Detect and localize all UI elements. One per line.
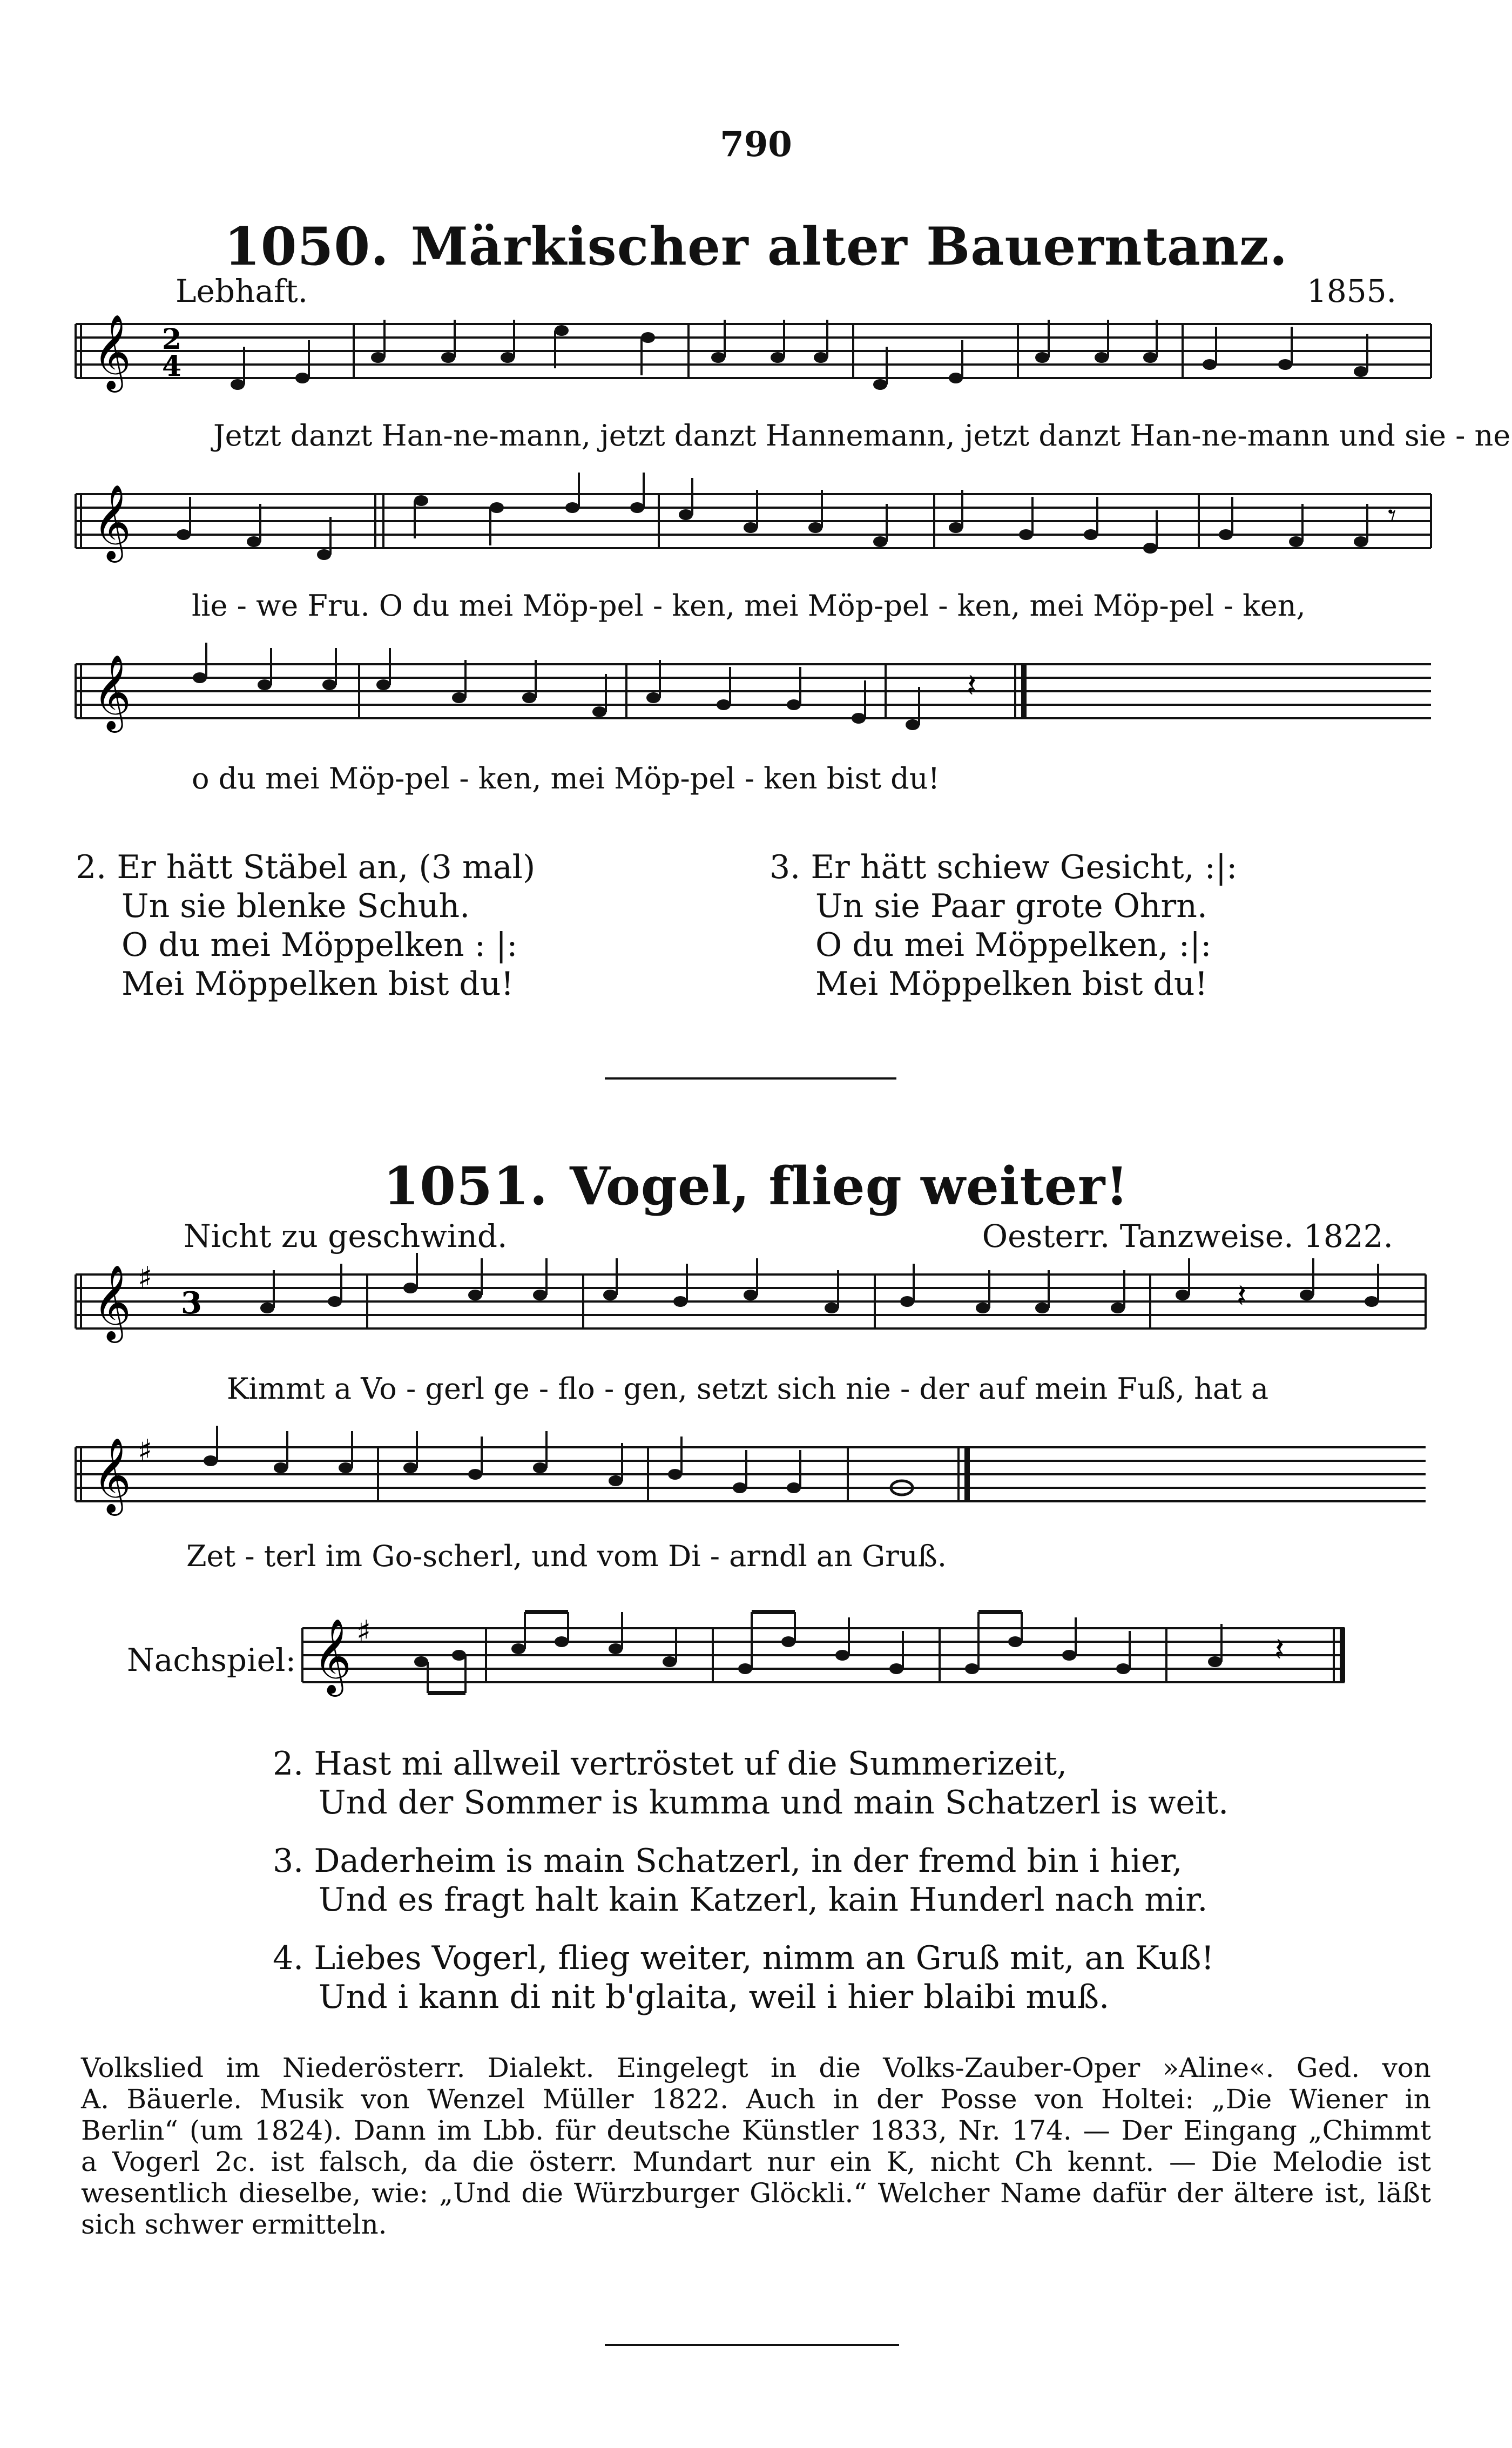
song-1050-staff-2 — [76, 483, 1431, 559]
song-1050-year: 1855. — [1307, 273, 1397, 309]
bottom-divider — [605, 2344, 899, 2346]
verse-number: 2. — [76, 848, 107, 886]
song-1051-verse-2 — [273, 1744, 1228, 1822]
footnote-line: Volkslied im Niederösterr. Dialekt. Eingelegt in die Volks-Zauber-Oper »Aline«. Ged. von — [81, 2052, 1431, 2083]
footnote-line: A. Bäuerle. Musik von Wenzel Müller 1822. Auch in der Posse von Holtei: „Die Wiener in — [81, 2083, 1431, 2115]
footnote-line: sich schwer ermitteln. — [81, 2209, 387, 2240]
song-1050-lyric-line-1: Jetzt danzt Han-ne-mann, jetzt danzt Hannemann, jetzt danzt Han-ne-mann und sie - ne — [213, 419, 1511, 453]
verse-line: Mei Möppelken bist du! — [122, 965, 514, 1003]
song-1050-verse-2 — [76, 848, 535, 1003]
svg-text:4: 4 — [162, 350, 182, 383]
song-1051-verse-4 — [273, 1939, 1214, 2017]
verse-line — [76, 848, 535, 887]
song-1050-verse-3 — [770, 848, 1237, 1003]
svg-text:𝄞: 𝄞 — [313, 1618, 352, 1694]
footnote-line: a Vogerl 2c. ist falsch, da die österr. Mundart nur ein K, nicht Ch kennt. — Die Melodie ist — [81, 2146, 1431, 2177]
svg-text:𝄞: 𝄞 — [93, 1265, 131, 1340]
verse-line-text: Er hätt schiew Gesicht, :|: — [811, 848, 1238, 886]
song-1051-staff-1 — [76, 1260, 1426, 1340]
verse-number: 3. — [273, 1842, 304, 1880]
verse-line — [273, 1842, 1207, 1880]
song-1050-lyric-line-3: o du mei Möp-pel - ken, mei Möp-pel - ken bist du! — [192, 761, 940, 795]
song-1050-number: 1050. — [224, 216, 389, 277]
verse-number: 4. — [273, 1939, 304, 1977]
svg-text:♯: ♯ — [138, 1433, 153, 1468]
verse-line: O du mei Möppelken : |: — [122, 926, 518, 964]
svg-text:♯: ♯ — [138, 1260, 153, 1296]
song-1051-verse-3 — [273, 1842, 1207, 1919]
verse-line-text: Hast mi allweil vertröstet uf die Summerizeit, — [314, 1745, 1068, 1783]
svg-text:2: 2 — [162, 323, 182, 356]
svg-text:𝄽: 𝄽 — [967, 667, 977, 705]
svg-text:3: 3 — [181, 1285, 202, 1321]
svg-text:𝄞: 𝄞 — [93, 655, 131, 730]
verse-line: Un sie blenke Schuh. — [122, 887, 470, 925]
verse-line-text: Liebes Vogerl, flieg weiter, nimm an Gruß mit, an Kuß! — [314, 1939, 1214, 1977]
verse-line: Und der Sommer is kumma und main Schatzerl is weit. — [319, 1784, 1229, 1822]
page-number: 790 — [720, 124, 792, 165]
svg-text:𝄽: 𝄽 — [1237, 1277, 1247, 1315]
song-1051-source: Oesterr. Tanzweise. 1822. — [982, 1218, 1393, 1255]
svg-text:𝄾: 𝄾 — [1388, 497, 1396, 535]
svg-text:♯: ♯ — [356, 1614, 372, 1649]
song-1051-title: Vogel, flieg weiter! — [570, 1156, 1129, 1217]
svg-text:𝄞: 𝄞 — [93, 484, 131, 559]
song-1051-staff-2 — [76, 1433, 1426, 1513]
verse-line: Un sie Paar grote Ohrn. — [815, 887, 1207, 925]
song-1050-staff-3 — [76, 653, 1431, 729]
section-divider — [605, 1077, 896, 1080]
verse-line: Und i kann di nit b'glaita, weil i hier blaibi muß. — [319, 1978, 1110, 2016]
verse-number: 3. — [770, 848, 801, 886]
song-1050-title: Märkischer alter Bauerntanz. — [410, 216, 1288, 277]
song-1051-tempo: Nicht zu geschwind. — [184, 1218, 508, 1255]
verse-number: 2. — [273, 1745, 304, 1783]
nachspiel-staff — [302, 1614, 1345, 1694]
svg-text:𝄞: 𝄞 — [93, 1438, 131, 1513]
verse-line: Mei Möppelken bist du! — [815, 965, 1208, 1003]
song-1051-lyric-line-2: Zet - terl im Go-scherl, und vom Di - arndl an Gruß. — [186, 1539, 947, 1573]
verse-line — [273, 1744, 1228, 1783]
footnote-line: wesentlich dieselbe, wie: „Und die Würzburger Glöckli.“ Welcher Name dafür der ältere ist, läßt — [81, 2177, 1431, 2209]
song-1051-number: 1051. — [383, 1156, 549, 1217]
svg-text:𝄞: 𝄞 — [93, 314, 131, 389]
song-1050-tempo: Lebhaft. — [176, 273, 308, 309]
verse-line-text: Daderheim is main Schatzerl, in der fremd bin i hier, — [314, 1842, 1183, 1880]
verse-line — [273, 1939, 1214, 1978]
footnote-line: Berlin“ (um 1824). Dann im Lbb. für deutsche Künstler 1833, Nr. 174. — Der Eingang „Chimmt — [81, 2115, 1431, 2146]
song-1051-lyric-line-1: Kimmt a Vo - gerl ge - flo - gen, setzt sich nie - der auf mein Fuß, hat a — [227, 1372, 1269, 1406]
song-1051-title-row — [0, 1156, 1512, 1217]
song-1050-staff-1 — [76, 313, 1431, 389]
nachspiel-label: Nachspiel: — [127, 1642, 296, 1678]
verse-line — [770, 848, 1237, 887]
footnote — [81, 2052, 1431, 2240]
verse-line: O du mei Möppelken, :|: — [815, 926, 1212, 964]
song-1050-title-row — [0, 216, 1512, 277]
song-1050-lyric-line-2: lie - we Fru. O du mei Möp-pel - ken, mei Möp-pel - ken, mei Möp-pel - ken, — [192, 589, 1306, 623]
svg-text:𝄽: 𝄽 — [1274, 1631, 1285, 1669]
verse-line: Und es fragt halt kain Katzerl, kain Hunderl nach mir. — [319, 1881, 1208, 1919]
verse-line-text: Er hätt Stäbel an, (3 mal) — [117, 848, 536, 886]
